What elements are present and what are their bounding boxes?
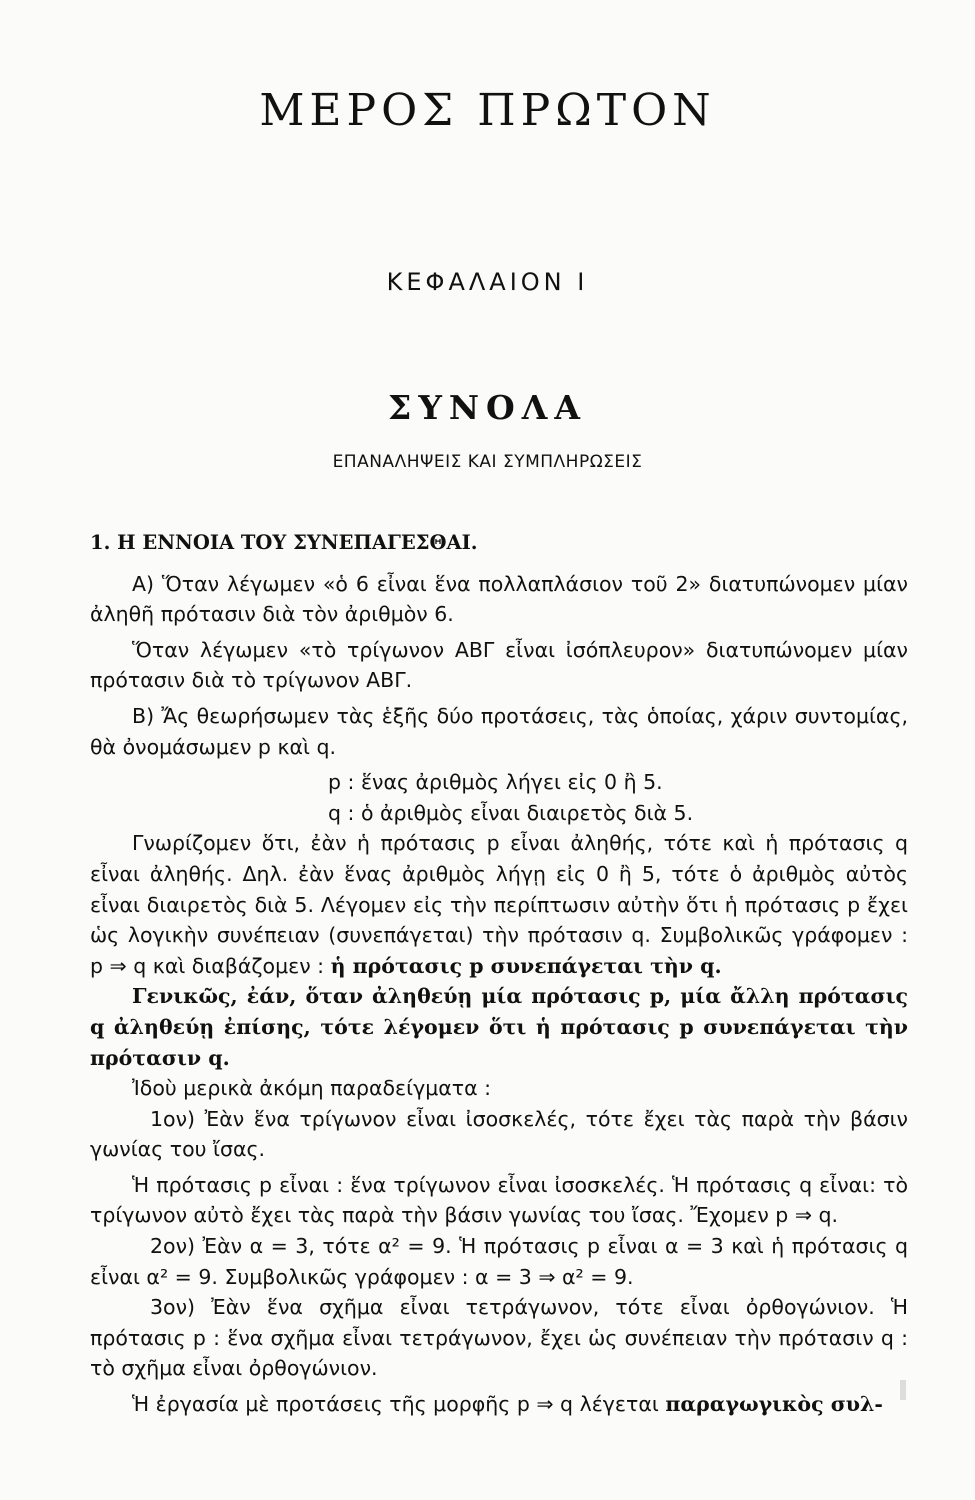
binding-mark — [900, 1380, 906, 1400]
implication-reading: ἡ πρότασις p συνεπάγεται τὴν q. — [330, 953, 722, 978]
paragraph-a: Α) Ὅταν λέγωμεν «ὁ 6 εἶναι ἕνα πολλαπλάσιον τοῦ 2» διατυπώνομεν μίαν ἀληθῆ πρότασιν διὰ τὸν ἀριθμὸν 6. — [90, 571, 908, 627]
paragraph-b: Β) Ἄς θεωρήσωμεν τὰς ἑξῆς δύο προτάσεις, τὰς ὁποίας, χάριν συντομίας, θὰ ὀνομάσωμεν p καὶ q. — [90, 703, 908, 759]
paragraph-general — [90, 981, 908, 1073]
section-subtitle: ΕΠΑΝΑΛΗΨΕΙΣ ΚΑΙ ΣΥΜΠΛΗΡΩΣΕΙΣ — [332, 452, 643, 472]
example-1: 1ον) Ἐὰν ἕνα τρίγωνον εἶναι ἰσοσκελές, τότε ἔχει τὰς παρὰ τὴν βάσιν γωνίας του ἴσας. — [90, 1106, 908, 1162]
section-title: ΣΥΝΟΛΑ — [387, 388, 587, 427]
example-2: 2ον) Ἐὰν α = 3, τότε α² = 9. Ἡ πρότασις p εἶναι α = 3 καὶ ἡ πρότασις q εἶναι α² = 9. Συμβολικῶς γράφομεν : α = 3 ⇒ α² = 9. — [90, 1234, 908, 1289]
definition-p: p : ἕνας ἀριθμὸς λήγει εἰς 0 ἢ 5. — [328, 770, 663, 795]
paragraph-know — [90, 828, 908, 981]
paragraph-last — [90, 1389, 908, 1420]
general-definition: Γενικῶς, ἐάν, ὅταν ἀληθεύῃ μία πρότασις p, μία ἄλλη πρότασις q ἀληθεύῃ ἐπίσης, τότε λέγομεν ὅτι ἡ πρότασις p συνεπάγεται τὴν πρότασιν q. — [90, 984, 908, 1070]
body-text — [90, 528, 908, 1420]
chapter-title: ΚΕΦΑΛΑΙΟΝ Ι — [386, 268, 589, 296]
paragraph-a2: Ὅταν λέγωμεν «τὸ τρίγωνον ΑΒΓ εἶναι ἰσόπλευρον» διατυπώνομεν μίαν πρότασιν διὰ τὸ τρίγωνον ΑΒΓ. — [90, 637, 908, 693]
paragraph-examples: Ἰδοὺ μερικὰ ἀκόμη παραδείγματα : — [132, 1076, 492, 1101]
example-1b: Ἡ πρότασις p εἶναι : ἕνα τρίγωνον εἶναι ἰσοσκελές. Ἡ πρότασις q εἶναι: τὸ τρίγωνον αὐτὸ ἔχει τὰς παρὰ τὴν βάσιν γωνίας του ἴσας. Ἔχομεν p ⇒ q. — [90, 1172, 908, 1228]
example-3: 3ον) Ἐὰν ἕνα σχῆμα εἶναι τετράγωνον, τότε εἶναι ὀρθογώνιον. Ἡ πρότασις p : ἕνα σχῆμα εἶναι τετράγωνον, ἔχει ὡς συνέπειαν τὴν πρότασιν q : τὸ σχῆμα εἶναι ὀρθογώνιον. — [90, 1295, 908, 1381]
deductive-term: παραγωγικὸς συλ- — [665, 1392, 883, 1417]
paragraph-last-text: Ἡ ἐργασία μὲ προτάσεις τῆς μορφῆς p ⇒ q λέγεται — [132, 1392, 659, 1417]
subsection-heading: 1. Η ΕΝΝΟΙΑ ΤΟΥ ΣΥΝΕΠΑΓΕΣΘΑΙ. — [90, 531, 478, 554]
part-title: ΜΕΡΟΣ ΠΡΩΤΟΝ — [259, 85, 716, 136]
paragraph-know-text: Γνωρίζομεν ὅτι, ἐὰν ἡ πρότασις p εἶναι ἀληθής, τότε καὶ ἡ πρότασις q εἶναι ἀληθής. Δηλ. ἐὰν ἕνας ἀριθμὸς λήγῃ εἰς 0 ἢ 5, τότε ὁ ἀριθμὸς αὐτὸς εἶναι διαιρετὸς διὰ 5. Λέγομεν εἰς τὴν περίπτωσιν αὐτὴν ὅτι ἡ πρότασις p ἔχει ὡς λογικὴν συνέπειαν (συνεπάγεται) τὴν πρότασιν q. Συμβολικῶς γράφομεν : p ⇒ q καὶ διαβάζομεν : — [90, 831, 908, 978]
definition-q: q : ὁ ἀριθμὸς εἶναι διαιρετὸς διὰ 5. — [328, 800, 694, 825]
